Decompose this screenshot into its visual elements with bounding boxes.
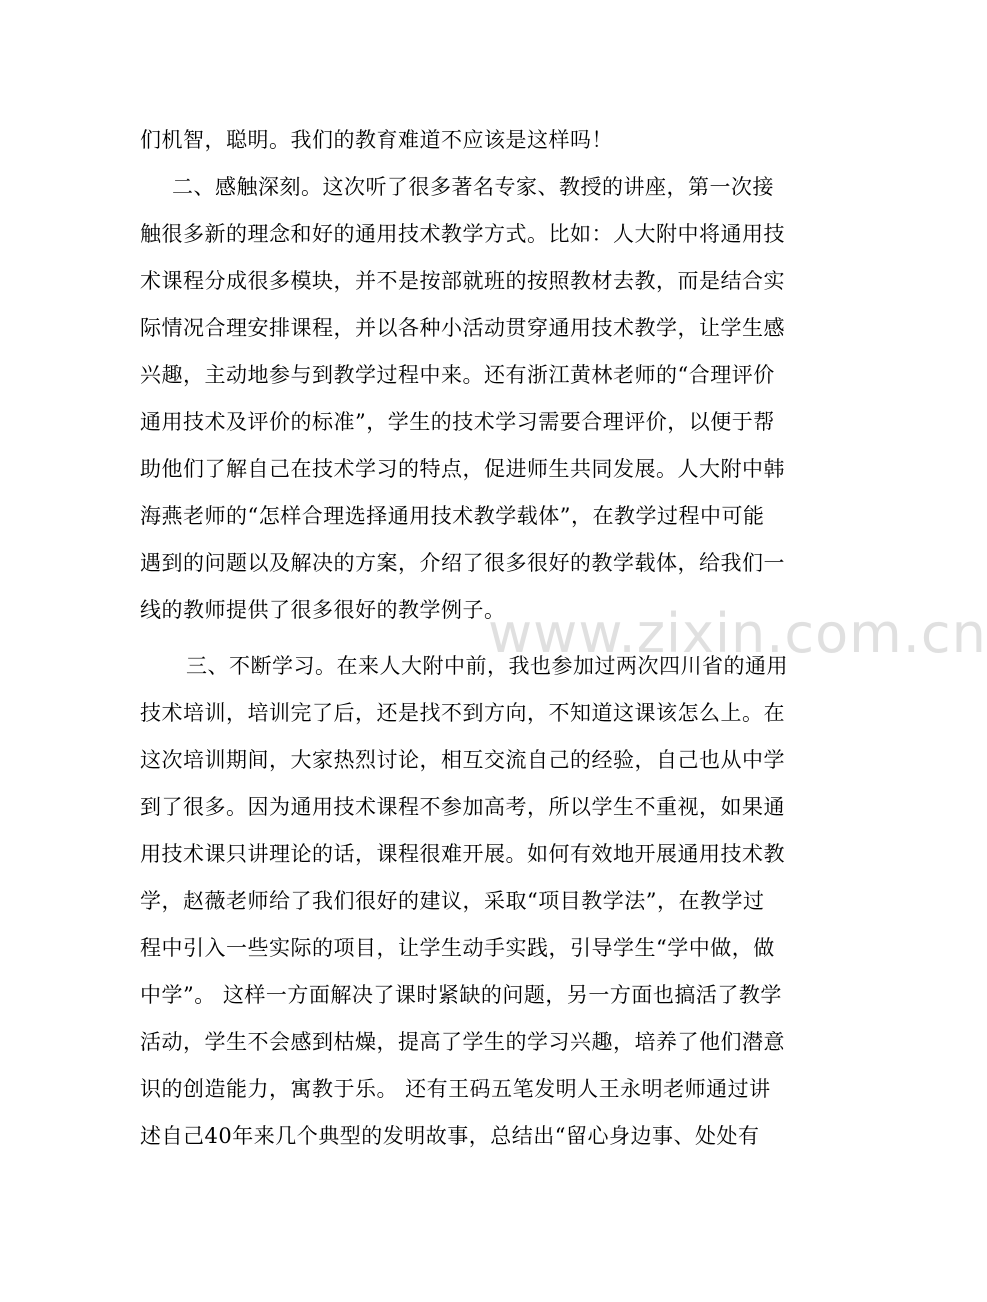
watermark: www.zixin.com.cn — [488, 602, 987, 665]
paragraph-line: 海燕老师的“怎样合理选择通用技术教学载体”，在教学过程中可能 — [140, 504, 765, 528]
paragraph-line: 二、感触深刻。这次听了很多著名专家、教授的讲座，第一次接 — [172, 175, 774, 199]
paragraph-line: 用技术课只讲理论的话，课程很难开展。如何有效地开展通用技术教 — [140, 842, 785, 866]
paragraph-line: 三、不断学习。在来人大附中前，我也参加过两次四川省的通用 — [186, 654, 788, 678]
paragraph-line: 触很多新的理念和好的通用技术教学方式。比如：人大附中将通用技 — [140, 222, 785, 246]
paragraph-line: 学，赵薇老师给了我们很好的建议，采取“项目教学法”，在教学过 — [140, 889, 765, 913]
paragraph-line: 助他们了解自己在技术学习的特点，促进师生共同发展。人大附中韩 — [140, 457, 785, 481]
paragraph-line: 们机智，聪明。我们的教育难道不应该是这样吗！ — [140, 128, 613, 152]
paragraph-line: 术课程分成很多模块，并不是按部就班的按照教材去教，而是结合实 — [140, 269, 785, 293]
paragraph-line: 识的创造能力，寓教于乐。 还有王码五笔发明人王永明老师通过讲 — [140, 1077, 771, 1101]
paragraph-line: 到了很多。因为通用技术课程不参加高考，所以学生不重视，如果通 — [140, 795, 785, 819]
paragraph-line: 通用技术及评价的标准”，学生的技术学习需要合理评价，以便于帮 — [140, 410, 775, 434]
paragraph-line: 际情况合理安排课程，并以各种小活动贯穿通用技术教学，让学生感 — [140, 316, 785, 340]
paragraph-line: 遇到的问题以及解决的方案，介绍了很多很好的教学载体，给我们一 — [140, 551, 785, 575]
paragraph-line: 述自己40年来几个典型的发明故事，总结出“留心身边事、处处有 — [140, 1124, 760, 1148]
paragraph-line: 这次培训期间，大家热烈讨论，相互交流自己的经验，自己也从中学 — [140, 748, 785, 772]
paragraph-line: 技术培训，培训完了后，还是找不到方向，不知道这课该怎么上。在 — [140, 701, 785, 725]
paragraph-line: 线的教师提供了很多很好的教学例子。 — [140, 598, 506, 622]
paragraph-line: 兴趣，主动地参与到教学过程中来。还有浙江黄林老师的“合理评价 — [140, 363, 775, 387]
paragraph-line: 程中引入一些实际的项目，让学生动手实践，引导学生“学中做，做 — [140, 936, 775, 960]
paragraph-line: 中学”。 这样一方面解决了课时紧缺的问题，另一方面也搞活了教学 — [140, 983, 782, 1007]
paragraph-line: 活动，学生不会感到枯燥，提高了学生的学习兴趣，培养了他们潜意 — [140, 1030, 785, 1054]
